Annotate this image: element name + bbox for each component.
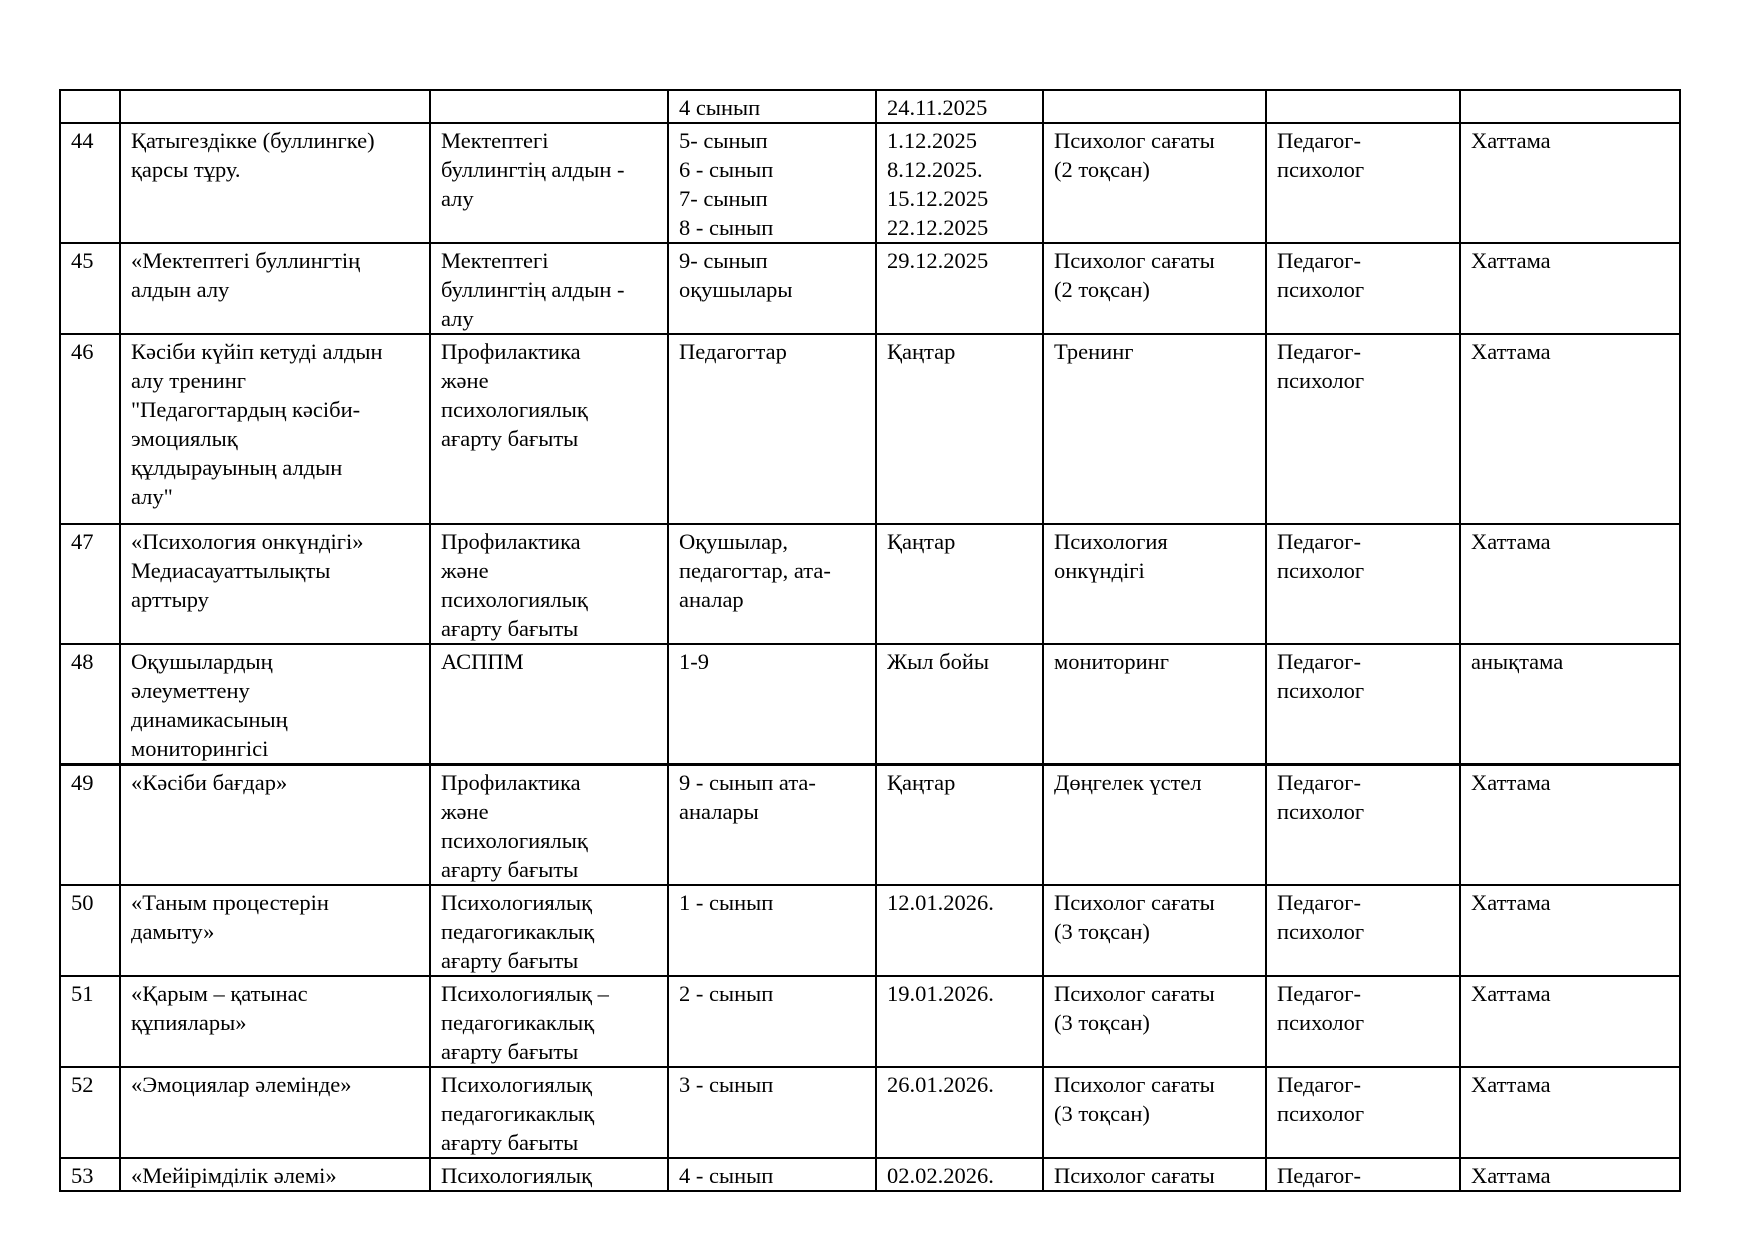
cell-participants: 1-9 xyxy=(668,644,876,765)
cell-title: Кәсіби күйіп кетуді алдын алу тренинг "Педагогтардың кәсіби- эмоциялық құлдырауының алдын алу" xyxy=(120,334,430,524)
cell-title: «Қарым – қатынас құпиялары» xyxy=(120,976,430,1067)
cell-responsible: Педагог- психолог xyxy=(1266,765,1460,886)
cell-responsible: Педагог- психолог xyxy=(1266,976,1460,1067)
cell-title xyxy=(120,90,430,123)
cell-number: 49 xyxy=(60,765,120,886)
table-body xyxy=(60,90,1680,1191)
table-row xyxy=(60,1067,1680,1158)
cell-participants: 4 сынып xyxy=(668,90,876,123)
cell-participants: 5- сынып 6 - сынып 7- сынып 8 - сынып xyxy=(668,123,876,243)
cell-form: Психолог сағаты (2 тоқсан) xyxy=(1043,123,1266,243)
cell-date: 12.01.2026. xyxy=(876,885,1043,976)
cell-title: «Мейірімділік әлемі» xyxy=(120,1158,430,1191)
cell-form xyxy=(1043,90,1266,123)
cell-date: Жыл бойы xyxy=(876,644,1043,765)
cell-result: Хаттама xyxy=(1460,334,1680,524)
table-row xyxy=(60,976,1680,1067)
cell-date: 29.12.2025 xyxy=(876,243,1043,334)
cell-participants: 9 - сынып ата- аналары xyxy=(668,765,876,886)
cell-number: 48 xyxy=(60,644,120,765)
table-row xyxy=(60,524,1680,644)
cell-responsible: Педагог- психолог xyxy=(1266,885,1460,976)
cell-responsible: Педагог- психолог xyxy=(1266,123,1460,243)
cell-number: 50 xyxy=(60,885,120,976)
cell-direction: Психологиялық педагогикаклық ағарту бағыты xyxy=(430,885,668,976)
cell-title: «Психология онкүндігі» Медиасауаттылықты арттыру xyxy=(120,524,430,644)
table-row xyxy=(60,1158,1680,1191)
table-row xyxy=(60,334,1680,524)
cell-form: Психолог сағаты (2 тоқсан) xyxy=(1043,243,1266,334)
cell-form: Психолог сағаты (3 тоқсан) xyxy=(1043,976,1266,1067)
cell-date: 24.11.2025 xyxy=(876,90,1043,123)
cell-responsible: Педагог- психолог xyxy=(1266,644,1460,765)
table-row xyxy=(60,885,1680,976)
cell-responsible: Педагог- психолог xyxy=(1266,243,1460,334)
cell-date: 1.12.2025 8.12.2025. 15.12.2025 22.12.2025 xyxy=(876,123,1043,243)
cell-result: анықтама xyxy=(1460,644,1680,765)
cell-result: Хаттама xyxy=(1460,1158,1680,1191)
cell-result: Хаттама xyxy=(1460,524,1680,644)
table-row xyxy=(60,765,1680,886)
cell-responsible xyxy=(1266,90,1460,123)
cell-result xyxy=(1460,90,1680,123)
cell-number: 47 xyxy=(60,524,120,644)
cell-result: Хаттама xyxy=(1460,243,1680,334)
cell-direction: Мектептегі буллингтің алдын - алу xyxy=(430,123,668,243)
cell-direction: Профилактика және психологиялық ағарту бағыты xyxy=(430,524,668,644)
cell-direction: Психологиялық – педагогикаклық ағарту бағыты xyxy=(430,976,668,1067)
cell-number: 53 xyxy=(60,1158,120,1191)
cell-date: Қаңтар xyxy=(876,524,1043,644)
table-row xyxy=(60,123,1680,243)
cell-participants: Оқушылар, педагогтар, ата- аналар xyxy=(668,524,876,644)
cell-result: Хаттама xyxy=(1460,1067,1680,1158)
cell-title: Қатыгездікке (буллингке) қарсы тұру. xyxy=(120,123,430,243)
cell-participants: 9- сынып оқушылары xyxy=(668,243,876,334)
cell-responsible: Педагог- xyxy=(1266,1158,1460,1191)
cell-direction xyxy=(430,90,668,123)
cell-direction: Психологиялық педагогикаклық ағарту бағыты xyxy=(430,1067,668,1158)
cell-date: 02.02.2026. xyxy=(876,1158,1043,1191)
cell-responsible: Педагог- психолог xyxy=(1266,1067,1460,1158)
cell-form: Психология онкүндігі xyxy=(1043,524,1266,644)
cell-participants: 3 - сынып xyxy=(668,1067,876,1158)
cell-form: Психолог сағаты (3 тоқсан) xyxy=(1043,1067,1266,1158)
table-row xyxy=(60,243,1680,334)
cell-direction: Профилактика және психологиялық ағарту бағыты xyxy=(430,765,668,886)
cell-direction: Психологиялық xyxy=(430,1158,668,1191)
cell-number xyxy=(60,90,120,123)
cell-responsible: Педагог- психолог xyxy=(1266,334,1460,524)
cell-title: «Эмоциялар әлемінде» xyxy=(120,1067,430,1158)
cell-title: Оқушылардың әлеуметтену динамикасының мониторингісі xyxy=(120,644,430,765)
cell-title: «Мектептегі буллингтің алдын алу xyxy=(120,243,430,334)
cell-title: «Таным процестерін дамыту» xyxy=(120,885,430,976)
cell-form: Психолог сағаты (3 тоқсан) xyxy=(1043,885,1266,976)
cell-date: 26.01.2026. xyxy=(876,1067,1043,1158)
cell-result: Хаттама xyxy=(1460,123,1680,243)
cell-participants: Педагогтар xyxy=(668,334,876,524)
cell-date: Қаңтар xyxy=(876,765,1043,886)
work-plan-table xyxy=(59,89,1681,1192)
cell-form: Дөңгелек үстел xyxy=(1043,765,1266,886)
cell-result: Хаттама xyxy=(1460,976,1680,1067)
cell-direction: Профилактика және психологиялық ағарту бағыты xyxy=(430,334,668,524)
cell-date: 19.01.2026. xyxy=(876,976,1043,1067)
cell-participants: 2 - сынып xyxy=(668,976,876,1067)
table-row xyxy=(60,644,1680,765)
cell-result: Хаттама xyxy=(1460,765,1680,886)
cell-responsible: Педагог- психолог xyxy=(1266,524,1460,644)
cell-number: 45 xyxy=(60,243,120,334)
cell-direction: АСППМ xyxy=(430,644,668,765)
cell-date: Қаңтар xyxy=(876,334,1043,524)
table-row xyxy=(60,90,1680,123)
cell-participants: 1 - сынып xyxy=(668,885,876,976)
cell-title: «Кәсіби бағдар» xyxy=(120,765,430,886)
cell-number: 46 xyxy=(60,334,120,524)
cell-number: 52 xyxy=(60,1067,120,1158)
cell-number: 44 xyxy=(60,123,120,243)
cell-result: Хаттама xyxy=(1460,885,1680,976)
cell-number: 51 xyxy=(60,976,120,1067)
cell-form: Тренинг xyxy=(1043,334,1266,524)
cell-form: Психолог сағаты xyxy=(1043,1158,1266,1191)
cell-direction: Мектептегі буллингтің алдын - алу xyxy=(430,243,668,334)
cell-participants: 4 - сынып xyxy=(668,1158,876,1191)
cell-form: мониторинг xyxy=(1043,644,1266,765)
